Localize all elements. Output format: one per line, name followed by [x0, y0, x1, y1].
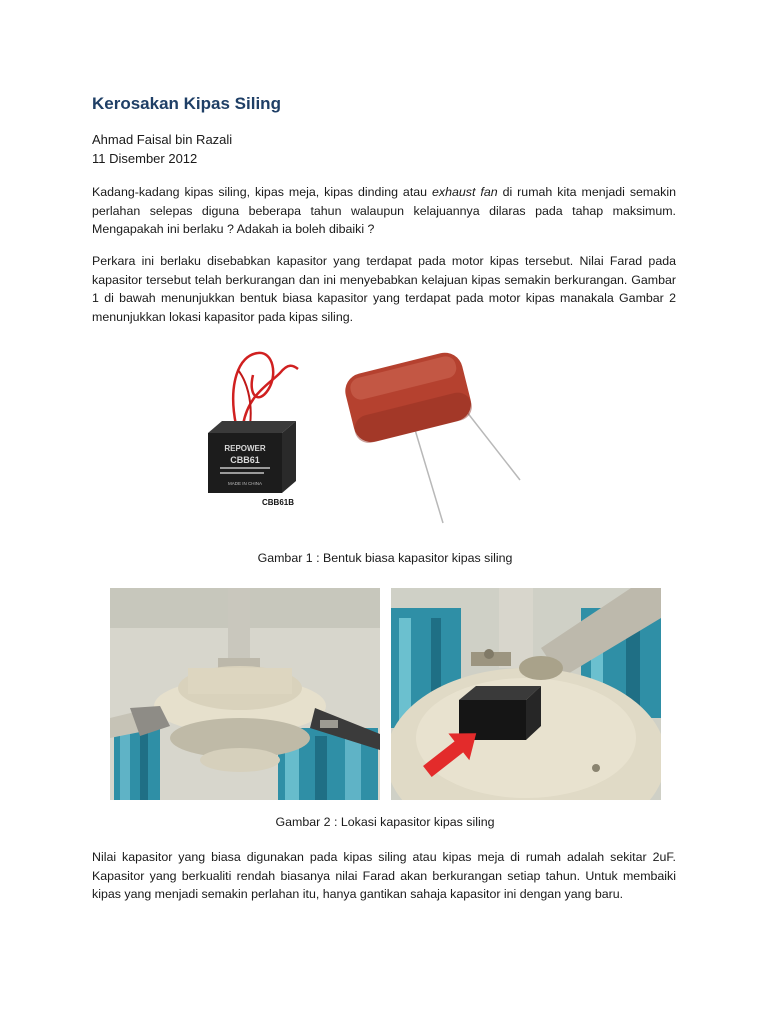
- document-date: 11 Disember 2012: [92, 151, 198, 166]
- red-capacitor-image: [335, 345, 535, 525]
- capacitor-label-text: CBB61B: [261, 498, 295, 507]
- paragraph-intro: [92, 183, 676, 239]
- paragraph-solution: Nilai kapasitor yang biasa digunakan pada kipas siling atau kipas meja di rumah adalah sekitar 2uF. Kapasitor yang berkualiti rendah biasanya nilai Farad akan berkurangan setiap tahun. Untuk membaiki kipas yang menjadi semakin perlahan itu, hanya gantikan sahaja kapasitor ini dengan yang baru.: [92, 850, 676, 901]
- black-capacitor-image: [198, 345, 310, 510]
- author-name: Ahmad Faisal bin Razali: [92, 132, 233, 147]
- paragraph-cause: Perkara ini berlaku disebabkan kapasitor yang terdapat pada motor kipas tersebut. Nilai Farad pada kapasitor tersebut telah berkurangan dan ini menyebabkan kelajuan kipas semakin berkurangan. Gambar 1 di bawah menunjukkan bentuk biasa kapasitor yang terdapat pada motor kipas manakala Gambar 2 menunjukkan lokasi kapasitor pada kipas siling.: [92, 254, 676, 324]
- document-title: Kerosakan Kipas Siling: [92, 94, 281, 113]
- capacitor-brand-text: REPOWER: [224, 444, 266, 453]
- capacitor-origin-text: MADE IN CHINA: [227, 481, 263, 486]
- figure2-caption: Gambar 2 : Lokasi kapasitor kipas siling: [275, 815, 495, 829]
- paragraph-intro-emphasis: exhaust fan: [432, 185, 498, 199]
- capacitor-location-photo: [391, 588, 661, 800]
- figure1-caption: Gambar 1 : Bentuk biasa kapasitor kipas siling: [257, 551, 513, 565]
- paragraph-intro-text-1: Kadang-kadang kipas siling, kipas meja, kipas dinding atau: [92, 185, 433, 199]
- paragraph-intro-text-2: di rumah kita menjadi semakin perlahan selepas diguna beberapa tahun walaupun kelajuannya dilaras pada tahap maksimum. Mengapakah ini berlaku ? Adakah ia boleh dibaiki ?: [92, 185, 676, 236]
- ceiling-fan-photo: [110, 588, 380, 800]
- capacitor-model-text: CBB61: [230, 455, 260, 465]
